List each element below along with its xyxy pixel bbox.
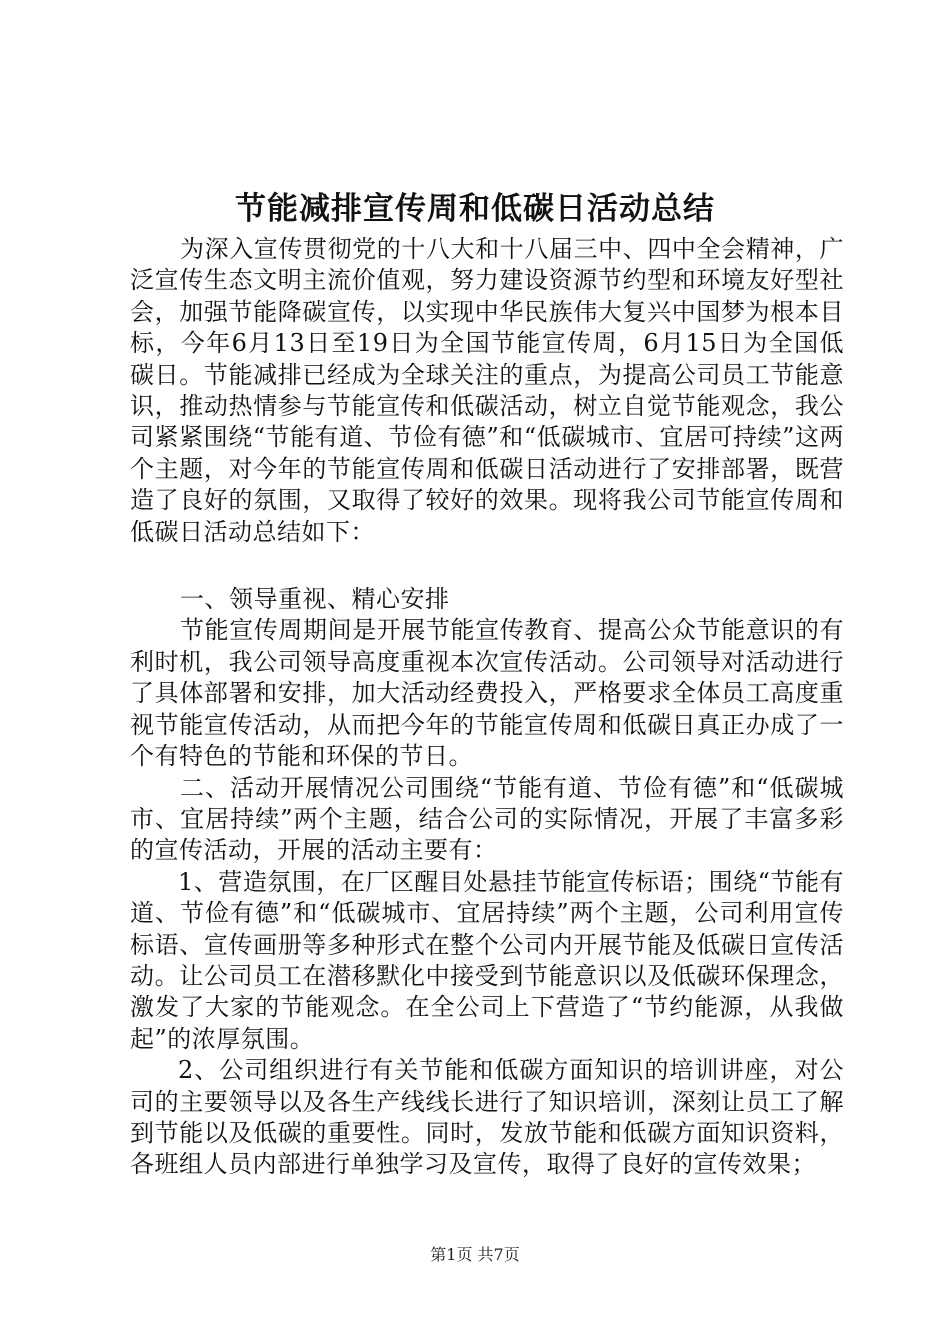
section-1-paragraph: 节能宣传周期间是开展节能宣传教育、提高公众节能意识的有利时机，我公司领导高度重视本次宣传活动。公司领导对活动进行了具体部署和安排，加大活动经费投入，严格要求全体员工高度重视节能宣传活动，从而把今年的节能宣传周和低碳日真正办成了一个有特色的节能和环保的节日。 xyxy=(130,616,844,771)
section-2-paragraph: 二、活动开展情况公司围绕“节能有道、节俭有德”和“低碳城市、宜居持续”两个主题，结合公司的实际情况，开展了丰富多彩的宣传活动，开展的活动主要有： xyxy=(130,773,844,865)
list-item-1: 1、营造氛围，在厂区醒目处悬挂节能宣传标语；围绕“节能有道、节俭有德”和“低碳城市、宜居持续”两个主题，公司利用宣传标语、宣传画册等多种形式在整个公司内开展节能及低碳日宣传活动。让公司员工在潜移默化中接受到节能意识以及低碳环保理念，激发了大家的节能观念。在全公司上下营造了“节约能源，从我做起”的浓厚氛围。 xyxy=(130,867,844,1053)
document-title: 节能减排宣传周和低碳日活动总结 xyxy=(235,191,715,227)
intro-paragraph: 为深入宣传贯彻党的十八大和十八届三中、四中全会精神，广泛宣传生态文明主流价值观，努力建设资源节约型和环境友好型社会，加强节能降碳宣传，以实现中华民族伟大复兴中国梦为根本目标，今年6月13日至19日为全国节能宣传周，6月15日为全国低碳日。节能减排已经成为全球关注的重点，为提高公司员工节能意识，推动热情参与节能宣传和低碳活动，树立自觉节能观念，我公司紧紧围绕“节能有道、节俭有德”和“低碳城市、宜居可持续”这两个主题，对今年的节能宣传周和低碳日活动进行了安排部署，既营造了良好的氛围，又取得了较好的效果。现将我公司节能宣传周和低碳日活动总结如下： xyxy=(130,235,844,546)
page-footer: 第1页 共7页 xyxy=(430,1245,520,1264)
section-heading-1: 一、领导重视、精心安排 xyxy=(180,585,450,614)
list-item-2: 2、公司组织进行有关节能和低碳方面知识的培训讲座，对公司的主要领导以及各生产线线长进行了知识培训，深刻让员工了解到节能以及低碳的重要性。同时，发放节能和低碳方面知识资料，各班组人员内部进行单独学习及宣传，取得了良好的宣传效果； xyxy=(130,1056,844,1179)
paragraph-gap xyxy=(130,548,844,584)
document-body xyxy=(130,234,844,1181)
